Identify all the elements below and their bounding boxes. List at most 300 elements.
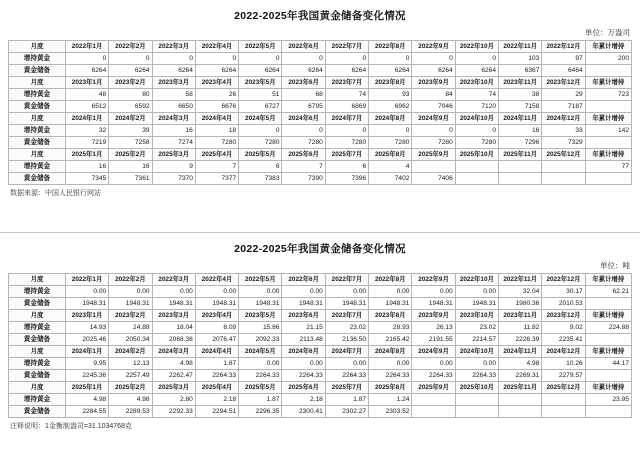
cell-total <box>585 173 631 185</box>
col-header: 2023年11月 <box>499 77 542 89</box>
cell: 7280 <box>282 137 325 149</box>
col-header: 月度 <box>9 113 66 125</box>
col-header: 2022年4月 <box>195 41 238 53</box>
col-header-total: 年累计增持 <box>585 41 631 53</box>
cell: 6367 <box>499 65 542 77</box>
cell: 28.93 <box>369 322 412 334</box>
cell <box>499 394 542 406</box>
cell: 0.00 <box>239 358 282 370</box>
row-label: 增持黄金 <box>9 394 66 406</box>
col-header-total: 年累计增持 <box>585 382 631 394</box>
cell: 18 <box>195 125 238 137</box>
col-header: 2024年5月 <box>239 346 282 358</box>
cell: 2.18 <box>195 394 238 406</box>
cell: 0 <box>455 125 498 137</box>
col-header: 月度 <box>9 382 66 394</box>
cell: 0.00 <box>412 358 455 370</box>
col-header: 2023年5月 <box>239 77 282 89</box>
table-row <box>9 406 632 418</box>
table-header-row <box>9 382 632 394</box>
cell-total: 224.88 <box>585 322 631 334</box>
cell <box>499 173 542 185</box>
cell: 24.88 <box>109 322 152 334</box>
cell: 33 <box>542 125 585 137</box>
cell: 103 <box>499 53 542 65</box>
cell: 6264 <box>412 65 455 77</box>
cell: 32 <box>65 125 108 137</box>
col-header: 2023年5月 <box>239 310 282 322</box>
col-header: 2023年3月 <box>152 77 195 89</box>
col-header: 2024年10月 <box>455 346 498 358</box>
cell: 2302.27 <box>325 406 368 418</box>
col-header: 2024年6月 <box>282 346 325 358</box>
col-header: 2024年9月 <box>412 113 455 125</box>
cell: 38 <box>499 89 542 101</box>
cell: 2264.33 <box>195 370 238 382</box>
cell: 0.00 <box>109 286 152 298</box>
data-source-note: 数据来源：中国人民银行网站 <box>10 190 101 197</box>
cell: 0.00 <box>455 286 498 298</box>
cell: 0.00 <box>455 358 498 370</box>
col-header: 2024年2月 <box>109 113 152 125</box>
cell: 0.00 <box>325 286 368 298</box>
cell <box>499 161 542 173</box>
cell: 6962 <box>369 101 412 113</box>
col-header: 2025年2月 <box>109 149 152 161</box>
col-header: 月度 <box>9 77 66 89</box>
col-header: 2025年12月 <box>542 149 585 161</box>
col-header: 2025年8月 <box>369 382 412 394</box>
cell-total: 200 <box>585 53 631 65</box>
col-header: 月度 <box>9 346 66 358</box>
col-header: 2025年2月 <box>109 382 152 394</box>
row-label: 增持黄金 <box>9 286 66 298</box>
table-header-row <box>9 149 632 161</box>
cell: 7280 <box>195 137 238 149</box>
col-header: 2025年1月 <box>65 149 108 161</box>
col-header: 2023年4月 <box>195 77 238 89</box>
cell: 15.86 <box>239 322 282 334</box>
cell: 4.98 <box>152 358 195 370</box>
col-header: 月度 <box>9 274 66 286</box>
cell: 0 <box>455 53 498 65</box>
cell: 0.00 <box>195 286 238 298</box>
table-row <box>9 53 632 65</box>
col-header: 2024年10月 <box>455 113 498 125</box>
cell: 9.95 <box>65 358 108 370</box>
cell: 0.00 <box>325 358 368 370</box>
cell: 32.04 <box>499 286 542 298</box>
cell: 0.00 <box>369 286 412 298</box>
cell: 23.02 <box>455 322 498 334</box>
cell: 2294.51 <box>195 406 238 418</box>
col-header: 2022年1月 <box>65 41 108 53</box>
table-gold-reserves-ounces <box>8 40 632 185</box>
col-header: 2023年7月 <box>325 310 368 322</box>
cell: 7280 <box>239 137 282 149</box>
table-row <box>9 125 632 137</box>
col-header: 2022年7月 <box>325 274 368 286</box>
cell: 7219 <box>65 137 108 149</box>
col-header: 2024年3月 <box>152 113 195 125</box>
col-header: 2025年10月 <box>455 382 498 394</box>
cell: 7329 <box>542 137 585 149</box>
col-header: 2025年6月 <box>282 149 325 161</box>
cell: 0 <box>239 53 282 65</box>
cell: 1948.31 <box>412 298 455 310</box>
col-header-total: 年累计增持 <box>585 310 631 322</box>
cell: 1.87 <box>325 394 368 406</box>
col-header: 2024年4月 <box>195 346 238 358</box>
col-header: 2022年4月 <box>195 274 238 286</box>
cell-total <box>585 406 631 418</box>
cell-total: 77 <box>585 161 631 173</box>
row-label: 增持黄金 <box>9 89 66 101</box>
cell: 7187 <box>542 101 585 113</box>
cell: 2191.55 <box>412 334 455 346</box>
cell: 1948.31 <box>239 298 282 310</box>
cell: 12.13 <box>109 358 152 370</box>
col-header: 2023年12月 <box>542 77 585 89</box>
cell: 2245.36 <box>65 370 108 382</box>
col-header-total: 年累计增持 <box>585 113 631 125</box>
cell: 6264 <box>239 65 282 77</box>
cell: 7402 <box>369 173 412 185</box>
cell: 6 <box>239 161 282 173</box>
panel-gold-reserves-tonnes <box>0 232 640 464</box>
col-header: 2024年12月 <box>542 346 585 358</box>
col-header: 2023年8月 <box>369 310 412 322</box>
col-header: 2023年2月 <box>109 310 152 322</box>
cell-total: 723 <box>585 89 631 101</box>
cell: 6 <box>325 161 368 173</box>
col-header: 2025年3月 <box>152 382 195 394</box>
cell: 2076.47 <box>195 334 238 346</box>
cell: 7158 <box>499 101 542 113</box>
table-row <box>9 161 632 173</box>
cell-total: 23.95 <box>585 394 631 406</box>
cell: 9.02 <box>542 322 585 334</box>
cell: 2068.38 <box>152 334 195 346</box>
cell: 4.98 <box>499 358 542 370</box>
cell: 6869 <box>325 101 368 113</box>
cell: 2264.33 <box>282 370 325 382</box>
col-header: 2023年8月 <box>369 77 412 89</box>
cell: 9 <box>152 161 195 173</box>
cell: 2300.41 <box>282 406 325 418</box>
cell: 7046 <box>412 101 455 113</box>
cell: 0 <box>369 53 412 65</box>
cell: 1948.31 <box>455 298 498 310</box>
col-header: 2023年11月 <box>499 310 542 322</box>
cell: 0 <box>325 53 368 65</box>
col-header: 2024年1月 <box>65 346 108 358</box>
cell: 1948.31 <box>65 298 108 310</box>
col-header: 2023年3月 <box>152 310 195 322</box>
row-label: 黄金储备 <box>9 334 66 346</box>
cell: 7361 <box>109 173 152 185</box>
col-header-total: 年累计增持 <box>585 274 631 286</box>
cell-total <box>585 101 631 113</box>
row-label: 增持黄金 <box>9 322 66 334</box>
cell: 0 <box>412 53 455 65</box>
cell-total <box>585 298 631 310</box>
cell <box>455 406 498 418</box>
cell <box>412 161 455 173</box>
cell: 97 <box>542 53 585 65</box>
cell: 6264 <box>195 65 238 77</box>
cell: 8.09 <box>195 322 238 334</box>
cell-total: 62.21 <box>585 286 631 298</box>
cell <box>542 173 585 185</box>
cell: 2292.33 <box>152 406 195 418</box>
col-header: 2025年7月 <box>325 149 368 161</box>
cell: 6795 <box>282 101 325 113</box>
unit-label-bottom: 单位：吨 <box>600 261 630 270</box>
col-header: 2025年9月 <box>412 149 455 161</box>
cell: 7120 <box>455 101 498 113</box>
table-row <box>9 298 632 310</box>
col-header: 2023年1月 <box>65 310 108 322</box>
cell: 16 <box>65 161 108 173</box>
cell: 6264 <box>369 65 412 77</box>
cell: 0.00 <box>369 358 412 370</box>
col-header-total: 年累计增持 <box>585 77 631 89</box>
cell: 74 <box>325 89 368 101</box>
row-label: 增持黄金 <box>9 53 66 65</box>
col-header: 2023年4月 <box>195 310 238 322</box>
cell: 2214.57 <box>455 334 498 346</box>
col-header: 2025年6月 <box>282 382 325 394</box>
cell: 2264.33 <box>455 370 498 382</box>
table-row <box>9 101 632 113</box>
row-label: 黄金储备 <box>9 65 66 77</box>
cell: 2025.46 <box>65 334 108 346</box>
col-header: 2022年3月 <box>152 41 195 53</box>
col-header: 2022年12月 <box>542 274 585 286</box>
cell: 84 <box>412 89 455 101</box>
cell: 6512 <box>65 101 108 113</box>
cell: 2264.33 <box>239 370 282 382</box>
cell: 7258 <box>109 137 152 149</box>
cell-total <box>585 370 631 382</box>
col-header: 2025年11月 <box>499 149 542 161</box>
cell: 26 <box>195 89 238 101</box>
cell: 6592 <box>109 101 152 113</box>
table-row <box>9 286 632 298</box>
cell: 2296.35 <box>239 406 282 418</box>
col-header: 2022年11月 <box>499 274 542 286</box>
cell: 2264.33 <box>412 370 455 382</box>
cell: 30.17 <box>542 286 585 298</box>
cell: 6727 <box>239 101 282 113</box>
col-header: 2024年11月 <box>499 346 542 358</box>
cell: 48 <box>65 89 108 101</box>
cell: 7 <box>195 161 238 173</box>
cell: 6676 <box>195 101 238 113</box>
col-header: 2022年7月 <box>325 41 368 53</box>
col-header: 2023年7月 <box>325 77 368 89</box>
cell: 29 <box>542 89 585 101</box>
cell-total: 44.17 <box>585 358 631 370</box>
cell: 0 <box>282 125 325 137</box>
cell: 7377 <box>195 173 238 185</box>
cell: 74 <box>455 89 498 101</box>
page-title-bottom: 2022-2025年我国黄金储备变化情况 <box>234 243 406 255</box>
col-header: 2025年12月 <box>542 382 585 394</box>
cell: 6264 <box>109 65 152 77</box>
col-header: 2024年11月 <box>499 113 542 125</box>
cell: 0.00 <box>65 286 108 298</box>
col-header: 2022年9月 <box>412 274 455 286</box>
cell: 21.15 <box>282 322 325 334</box>
unit-label-top: 单位：万盎司 <box>585 28 630 37</box>
cell: 1.87 <box>239 394 282 406</box>
col-header: 2025年5月 <box>239 382 282 394</box>
cell <box>412 406 455 418</box>
col-header: 2024年8月 <box>369 346 412 358</box>
table-header-row <box>9 274 632 286</box>
row-label: 黄金储备 <box>9 298 66 310</box>
col-header: 2024年9月 <box>412 346 455 358</box>
col-header: 月度 <box>9 310 66 322</box>
col-header: 月度 <box>9 41 66 53</box>
cell: 0 <box>282 53 325 65</box>
cell: 80 <box>109 89 152 101</box>
cell: 6264 <box>455 65 498 77</box>
col-header: 2024年8月 <box>369 113 412 125</box>
cell: 0 <box>152 53 195 65</box>
cell-total <box>585 334 631 346</box>
cell: 1948.31 <box>282 298 325 310</box>
cell: 6264 <box>65 65 108 77</box>
cell: 7280 <box>412 137 455 149</box>
cell: 7345 <box>65 173 108 185</box>
cell: 2.80 <box>152 394 195 406</box>
cell: 0 <box>65 53 108 65</box>
cell <box>542 161 585 173</box>
row-label: 增持黄金 <box>9 161 66 173</box>
cell: 16 <box>499 125 542 137</box>
col-header: 2024年7月 <box>325 113 368 125</box>
cell: 0 <box>412 125 455 137</box>
cell: 6264 <box>282 65 325 77</box>
cell: 1948.31 <box>369 298 412 310</box>
col-header: 2023年9月 <box>412 310 455 322</box>
cell: 1948.31 <box>109 298 152 310</box>
cell: 1948.31 <box>325 298 368 310</box>
cell: 2262.47 <box>152 370 195 382</box>
col-header: 2022年8月 <box>369 274 412 286</box>
cell: 0.00 <box>412 286 455 298</box>
col-header: 2022年2月 <box>109 274 152 286</box>
col-header: 2025年8月 <box>369 149 412 161</box>
cell: 2284.55 <box>65 406 108 418</box>
col-header: 2022年8月 <box>369 41 412 53</box>
col-header: 2022年10月 <box>455 274 498 286</box>
col-header: 2025年11月 <box>499 382 542 394</box>
col-header-total: 年累计增持 <box>585 149 631 161</box>
cell: 2289.53 <box>109 406 152 418</box>
col-header: 2025年5月 <box>239 149 282 161</box>
col-header: 2025年10月 <box>455 149 498 161</box>
table-row <box>9 89 632 101</box>
cell: 0.00 <box>282 358 325 370</box>
col-header: 2024年3月 <box>152 346 195 358</box>
cell: 7280 <box>369 137 412 149</box>
cell: 7406 <box>412 173 455 185</box>
cell: 6464 <box>542 65 585 77</box>
cell: 7280 <box>325 137 368 149</box>
page-title-top: 2022-2025年我国黄金储备变化情况 <box>234 10 406 22</box>
col-header: 2024年5月 <box>239 113 282 125</box>
col-header: 2022年1月 <box>65 274 108 286</box>
col-header: 2022年6月 <box>282 41 325 53</box>
table-row <box>9 394 632 406</box>
cell: 7390 <box>282 173 325 185</box>
table-row <box>9 65 632 77</box>
table-row <box>9 173 632 185</box>
cell <box>455 161 498 173</box>
cell: 7383 <box>239 173 282 185</box>
col-header: 2023年6月 <box>282 77 325 89</box>
row-label: 黄金储备 <box>9 101 66 113</box>
cell: 0 <box>239 125 282 137</box>
cell: 7396 <box>325 173 368 185</box>
cell: 0 <box>195 53 238 65</box>
col-header: 2024年12月 <box>542 113 585 125</box>
row-label: 黄金储备 <box>9 370 66 382</box>
col-header: 2024年2月 <box>109 346 152 358</box>
cell: 2269.31 <box>499 370 542 382</box>
col-header: 2022年12月 <box>542 41 585 53</box>
cell: 18.04 <box>152 322 195 334</box>
cell: 1948.31 <box>195 298 238 310</box>
cell: 2264.33 <box>325 370 368 382</box>
col-header: 2022年5月 <box>239 41 282 53</box>
col-header: 2023年10月 <box>455 310 498 322</box>
cell: 2279.57 <box>542 370 585 382</box>
cell: 1948.31 <box>152 298 195 310</box>
table-row <box>9 322 632 334</box>
cell <box>542 394 585 406</box>
cell: 2092.33 <box>239 334 282 346</box>
col-header: 2025年1月 <box>65 382 108 394</box>
col-header: 2025年4月 <box>195 382 238 394</box>
cell: 6264 <box>152 65 195 77</box>
cell: 2235.41 <box>542 334 585 346</box>
cell: 2257.49 <box>109 370 152 382</box>
cell: 39 <box>109 125 152 137</box>
cell <box>499 406 542 418</box>
col-header: 2022年9月 <box>412 41 455 53</box>
cell: 26.13 <box>412 322 455 334</box>
table-header-row <box>9 41 632 53</box>
cell: 23.02 <box>325 322 368 334</box>
cell: 2303.52 <box>369 406 412 418</box>
cell: 0 <box>109 53 152 65</box>
col-header: 2025年4月 <box>195 149 238 161</box>
cell: 2010.53 <box>542 298 585 310</box>
table-header-row <box>9 310 632 322</box>
cell: 16 <box>152 125 195 137</box>
cell: 4 <box>369 161 412 173</box>
col-header: 2024年1月 <box>65 113 108 125</box>
cell-total <box>585 137 631 149</box>
col-header: 2022年2月 <box>109 41 152 53</box>
col-header: 2024年7月 <box>325 346 368 358</box>
cell: 1980.36 <box>499 298 542 310</box>
